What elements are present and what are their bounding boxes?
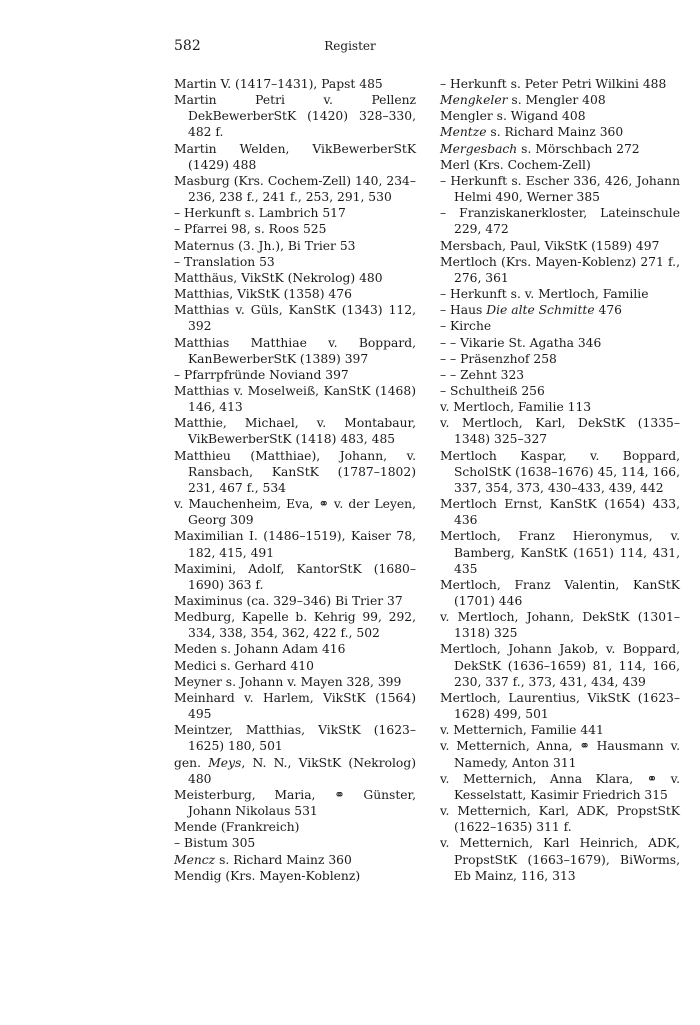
index-entry [440,448,680,496]
entry-text: Matthias Matthiae v. Boppard, KanBewerberStK (1389) 397 [174,335,416,366]
entry-text: Mertloch, Johann Jakob, v. Boppard, DekStK (1636–1659) 81, 114, 166, 230, 337 f., 373, 431, 434, 439 [440,642,680,689]
entry-text: Matthie, Michael, v. Montabaur, VikBewerberStK (1418) 483, 485 [174,416,416,447]
entry-text: v. Mertloch, Johann, DekStK (1301–1318) 325 [440,610,680,641]
index-entry [440,157,680,173]
entry-text: Mertloch Ernst, KanStK (1654) 433, 436 [440,497,680,528]
index-entry [174,221,416,237]
entry-prefix: – Haus [440,303,487,318]
index-entry [440,318,680,334]
index-entry [174,496,416,528]
entry-text: Meisterburg, Maria, ⚭ Günster, Johann Nikolaus 531 [174,787,416,819]
entry-text: – Schultheiß 256 [440,383,545,398]
entry-text: – Pfarrpfründe Noviand 397 [174,367,349,382]
index-entry [174,787,416,819]
index-entry [174,302,416,334]
index-entry [174,173,416,205]
index-entry [174,335,416,367]
entry-text: – Bistum 305 [174,836,256,851]
index-entry [174,415,416,447]
entry-text: – Herkunft s. v. Mertloch, Familie [440,287,649,302]
index-entry [440,302,680,318]
entry-text: Mende (Frankreich) [174,820,300,835]
index-entry [174,561,416,593]
entry-text: – Herkunft s. Peter Petri Wilkini 488 [440,77,667,91]
entry-text: v. Mauchenheim, Eva, ⚭ v. der Leyen, Georg 309 [174,497,416,528]
entry-italic-term: Mergesbach [440,141,518,156]
entry-text: Medici s. Gerhard 410 [174,658,314,673]
entry-text: Martin Welden, VikBewerberStK (1429) 488 [174,141,416,172]
index-entry [174,448,416,496]
index-entry [440,238,680,254]
entry-text: – – Präsenzhof 258 [440,351,557,366]
index-entry [174,141,416,173]
index-entry [174,835,416,851]
index-entry [440,367,680,383]
index-column-left [174,76,416,884]
entry-italic-term: Die alte Schmitte [486,303,595,318]
entry-text: – – Zehnt 323 [440,367,525,382]
index-entry [174,852,416,868]
index-entry [440,286,680,302]
index-entry [440,690,680,722]
index-entry [174,674,416,690]
index-entry [174,367,416,383]
entry-text: Medburg, Kapelle b. Kehrig 99, 292, 334, 338, 354, 362, 422 f., 502 [174,610,416,641]
page-header [0,38,700,60]
entry-text: Meden s. Johann Adam 416 [174,642,346,657]
entry-text: – – Vikarie St. Agatha 346 [440,335,602,350]
entry-text: v. Metternich, Anna Klara, ⚭ v. Kesselstatt, Kasimir Friedrich 315 [440,771,680,802]
entry-text: Mertloch, Franz Hieronymus, v. Bamberg, KanStK (1651) 114, 431, 435 [440,529,680,576]
entry-text: 476 [594,303,623,318]
index-entry [174,528,416,560]
entry-text: Matthias, VikStK (1358) 476 [174,287,352,302]
entry-text: Mertloch Kaspar, v. Boppard, ScholStK (1638–1676) 45, 114, 166, 337, 354, 373, 430–433, 439, 442 [440,448,680,495]
entry-text: Mertloch, Franz Valentin, KanStK (1701) 446 [440,577,680,608]
index-entry [174,609,416,641]
index-entry [174,254,416,270]
index-entry [440,399,680,415]
entry-text: Matthias v. Moselweiß, KanStK (1468) 146, 413 [174,383,416,415]
entry-italic-term: Meys [208,755,242,770]
index-entry [440,738,680,770]
index-entry [440,108,680,124]
index-entry [440,76,680,92]
index-entry [440,415,680,447]
index-entry [440,771,680,803]
entry-text: – Herkunft s. Escher 336, 426, Johann Helmi 490, Werner 385 [440,173,680,205]
entry-text: – Franziskanerkloster, Lateinschule 229, 472 [440,206,680,237]
entry-text: Maximini, Adolf, KantorStK (1680–1690) 363 f. [174,561,416,592]
entry-text: Mertloch, Laurentius, VikStK (1623–1628) 499, 501 [440,690,680,722]
index-entry [440,351,680,367]
entry-italic-term: Mencz [174,852,216,867]
index-entry [440,124,680,140]
entry-text: v. Mertloch, Familie 113 [440,400,592,415]
entry-text: v. Metternich, Anna, ⚭ Hausmann v. Namedy, Anton 311 [440,739,680,770]
entry-text: – Kirche [440,319,492,334]
entry-text: – Herkunft s. Lambrich 517 [174,206,346,221]
entry-text: Matthäus, VikStK (Nekrolog) 480 [174,270,383,285]
entry-text: Matthias v. Güls, KanStK (1343) 112, 392 [174,303,416,334]
index-entry [440,173,680,205]
index-entry [440,92,680,108]
index-entry [174,755,416,787]
index-entry [174,658,416,674]
entry-italic-term: Mentze [440,125,487,140]
entry-text: Maximilian I. (1486–1519), Kaiser 78, 182, 415, 491 [174,529,416,560]
entry-text: s. Richard Mainz 360 [215,852,352,867]
index-entry [174,819,416,835]
index-entry [174,868,416,884]
index-entry [440,496,680,528]
entry-text: – Translation 53 [174,254,275,269]
entry-text: s. Richard Mainz 360 [486,125,624,140]
index-entry [174,76,416,92]
entry-text: Mendig (Krs. Mayen-Koblenz) [174,868,361,883]
entry-text: Martin Petri v. Pellenz DekBewerberStK (1420) 328–330, 482 f. [174,93,416,140]
entry-text: Meintzer, Matthias, VikStK (1623–1625) 180, 501 [174,723,416,754]
index-entry [440,803,680,835]
entry-text: Merl (Krs. Cochem-Zell) [440,157,591,172]
entry-text: Maximinus (ca. 329–346) Bi Trier 37 [174,594,403,608]
index-entry [440,641,680,689]
entry-text: – Pfarrei 98, s. Roos 525 [174,222,327,237]
entry-text: Maternus (3. Jh.), Bi Trier 53 [174,238,356,253]
entry-text: Martin V. (1417–1431), Papst 485 [174,77,383,91]
entry-text: v. Metternich, Karl Heinrich, ADK, PropstStK (1663–1679), BiWorms, Eb Mainz, 116, 313 [440,836,680,883]
index-entry [440,722,680,738]
index-entry [174,690,416,722]
index-entry [174,286,416,302]
entry-text: Meinhard v. Harlem, VikStK (1564) 495 [174,690,416,722]
index-entry [440,335,680,351]
entry-prefix: gen. [174,755,209,770]
entry-text: Mengler s. Wigand 408 [440,109,586,124]
entry-text: Mersbach, Paul, VikStK (1589) 497 [440,238,660,253]
entry-text: Matthieu (Matthiae), Johann, v. Ransbach, KanStK (1787–1802) 231, 467 f., 534 [174,448,416,495]
index-column-right [440,76,680,884]
index-entry [174,238,416,254]
entry-text: v. Metternich, Familie 441 [440,723,604,738]
index-entry [440,609,680,641]
index-entry [174,593,416,609]
index-entry [174,270,416,286]
entry-italic-term: Mengkeler [440,93,508,108]
entry-text: Mertloch (Krs. Mayen-Koblenz) 271 f., 276, 361 [440,254,680,285]
index-entry [440,141,680,157]
entry-text: s. Mengler 408 [507,93,606,108]
entry-text: , N. N., VikStK (Nekrolog) 480 [188,755,416,786]
page-number: 582 [174,38,201,54]
index-entry [440,528,680,576]
index-entry [440,254,680,286]
entry-text: Masburg (Krs. Cochem-Zell) 140, 234–236, 238 f., 241 f., 253, 291, 530 [174,173,416,205]
index-entry [174,92,416,140]
index-entry [174,722,416,754]
entry-text: Meyner s. Johann v. Mayen 328, 399 [174,674,402,689]
running-head: Register [324,39,376,53]
index-entry [440,577,680,609]
index-entry [174,383,416,415]
entry-text: v. Mertloch, Karl, DekStK (1335–1348) 325–327 [440,416,680,447]
index-entry [440,835,680,883]
index-entry [174,641,416,657]
index-entry [440,383,680,399]
entry-text: s. Mörschbach 272 [517,141,640,156]
entry-text: v. Metternich, Karl, ADK, PropstStK (1622–1635) 311 f. [440,804,680,835]
index-entry [440,205,680,237]
index-entry [174,205,416,221]
